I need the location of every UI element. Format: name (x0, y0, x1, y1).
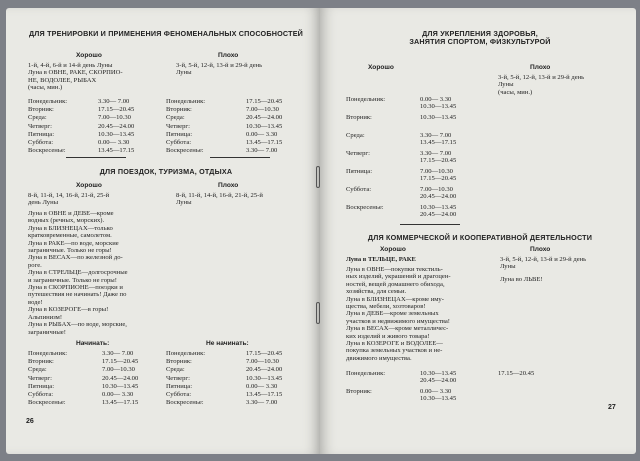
travel-good-text: 8-й, 11-й, 14, 16-й, 21-й, 25-й день Луны (28, 192, 110, 207)
schedule-day: Суббота: (166, 391, 192, 398)
schedule-time: 3.30— 7.00 (246, 399, 278, 407)
health-heading: ДЛЯ УКРЕПЛЕНИЯ ЗДОРОВЬЯ, ЗАНЯТИЯ СПОРТОМ, ФИЗКУЛЬТУРОЙ (409, 29, 551, 47)
travel-heading: ДЛЯ ПОЕЗДОК, ТУРИЗМА, ОТДЫХА (99, 167, 233, 176)
staple-bottom (316, 302, 320, 324)
schedule-time: 3.30— 7.00 17.15—20.45 (420, 150, 457, 165)
commerce-good-text: Луна в ТЕЛЬЦЕ, РАКЕ (346, 256, 416, 263)
travel-bad-text: 8-й, 11-й, 14-й, 16-й, 21-й, 25-й Луны (176, 192, 263, 207)
schedule-time: 7.00—10.30 (246, 358, 279, 366)
schedule-time: 7.00—10.30 (246, 106, 279, 114)
schedule-day: Воскресенье: (166, 399, 204, 407)
schedule-time: 13.45—17.15 (98, 147, 135, 155)
schedule-time: 0.00— 3.30 (102, 391, 134, 398)
schedule-time-bad: 17.15—20.45 (498, 370, 535, 377)
travel-bad-label: Плохо (218, 182, 239, 189)
schedule-time: 7.00—10.30 (98, 114, 131, 122)
divider (210, 157, 270, 158)
schedule-day: Пятница: (28, 130, 55, 138)
schedule-day: Воскресенье: (28, 399, 66, 407)
schedule-time: 17.15—20.45 (98, 106, 135, 114)
schedule-time: 3.30— 7.00 (98, 98, 130, 105)
training-bad-label: Плохо (218, 52, 239, 59)
schedule-day: Четверг: (28, 374, 52, 382)
health-good-label: Хорошо (368, 64, 394, 71)
schedule-time: 0.00— 3.30 (246, 382, 278, 390)
schedule-day: Понедельник: (346, 96, 386, 103)
travel-good-label: Хорошо (76, 182, 102, 189)
schedule-day: Четверг: (166, 122, 190, 130)
schedule-day: Понедельник: (28, 350, 68, 357)
schedule-time: 13.45—17.15 (246, 139, 283, 146)
schedule-time: 10.30—13.45 (98, 130, 135, 138)
travel-details: Луна в ОВНЕ и ДЕВЕ—кроме водных (речных, морских). Луна в БЛИЗНЕЦАХ—только кратковременные, самолетом. Луна в РАКЕ—по воде, морские заграничные. Только не горы! Луна в ВЕСАХ—по железной до- роге. Луна в СТРЕЛЬЦЕ—долгосрочные и заграничные. Только не горы! Луна в СКОРПИОНЕ—поездки и путешествия не начинать! Даже по воде! Луна в КОЗЕРОГЕ—в горы! Альпинизм! Луна в РЫБАХ—по воде, морские, заграничные! (28, 210, 128, 336)
schedule-time: 13.45—17.15 (246, 391, 283, 398)
page-number-left: 26 (26, 418, 34, 425)
schedule-day: Среда: (346, 132, 365, 139)
schedule-time: 17.15—20.45 (246, 350, 283, 357)
schedule-day: Четверг: (346, 150, 370, 157)
schedule-time: 20.45—24.00 (102, 374, 139, 382)
schedule-time: 3.30— 7.00 (102, 350, 134, 357)
commerce-bad-text: 3-й, 5-й, 12-й, 13-й и 29-й день Луны (500, 256, 587, 271)
training-bad-text: 3-й, 5-й, 12-й, 13-й и 29-й день Луны (176, 62, 263, 77)
schedule-day: Вторник: (166, 106, 192, 114)
schedule-time: 17.15—20.45 (102, 358, 139, 366)
schedule-day: Пятница: (346, 168, 373, 175)
schedule-day: Понедельник: (346, 370, 386, 377)
schedule-time: 7.00—10.30 20.45—24.00 (420, 186, 457, 201)
commerce-bad-text-2: Луна во ЛЬВЕ! (500, 276, 543, 283)
schedule-day: Среда: (28, 366, 47, 374)
schedule-time: 0.00— 3.30 (246, 130, 278, 138)
schedule-day: Суббота: (166, 139, 192, 146)
schedule-day: Среда: (166, 114, 185, 122)
travel-nostart-label: Не начинать: (206, 340, 249, 347)
schedule-time: 20.45—24.00 (246, 114, 283, 122)
schedule-time: 20.45—24.00 (98, 122, 135, 130)
commerce-details: Луна в ОВНЕ—покупки текстиль- ных изделий, украшений и драгоцен- ностей, вещей домашнего обихода, хозяйства, для семьи. Луна в БЛИЗНЕЦАХ—кроме иму- щества, мебели, хозтоваров! Луна в ДЕВЕ—кроме земельных участков и недвижимого имущества! Луна в ВЕСАХ—кроме металличес- ких изделий и живого товара! Луна в КОЗЕРОГЕ и ВОДОЛЕЕ— покупка земельных участков и не- движимого имущества. (346, 266, 451, 362)
commerce-bad-label: Плохо (530, 246, 551, 253)
training-heading: ДЛЯ ТРЕНИРОВКИ И ПРИМЕНЕНИЯ ФЕНОМЕНАЛЬНЫХ СПОСОБНОСТЕЙ (28, 29, 304, 38)
health-bad-label: Плохо (530, 64, 551, 71)
schedule-day: Пятница: (28, 382, 55, 390)
schedule-day: Среда: (28, 114, 47, 122)
divider (400, 224, 460, 225)
schedule-time: 10.30—13.45 20.45—24.00 (420, 204, 457, 219)
schedule-day: Вторник: (28, 106, 54, 114)
schedule-time: 3.30— 7.00 (246, 147, 278, 155)
schedule-time: 17.15—20.45 (246, 98, 283, 105)
schedule-day: Вторник: (346, 114, 372, 121)
left-page (6, 8, 320, 454)
schedule-day: Четверг: (28, 122, 52, 130)
schedule-day: Четверг: (166, 374, 190, 382)
schedule-time: 0.00— 3.30 (98, 139, 130, 146)
schedule-day: Суббота: (28, 139, 54, 146)
schedule-day: Пятница: (166, 382, 193, 390)
schedule-time: 0.00— 3.30 10.30—13.45 (420, 96, 457, 111)
schedule-day: Суббота: (28, 391, 54, 398)
schedule-day: Воскресенье: (28, 147, 66, 155)
health-bad-text: 3-й, 5-й, 12-й, 13-й и 29-й день Луны (часы, мин.) (498, 74, 585, 96)
schedule-day: Воскресенье: (166, 147, 204, 155)
schedule-time: 13.45—17.15 (102, 399, 139, 407)
schedule-time: 20.45—24.00 (246, 366, 283, 374)
schedule-day: Понедельник: (166, 98, 206, 105)
travel-start-label: Начинать: (76, 340, 110, 347)
commerce-good-label: Хорошо (380, 246, 406, 253)
schedule-time: 10.30—13.45 (102, 382, 139, 390)
schedule-day: Понедельник: (166, 350, 206, 357)
schedule-day: Воскресенье: (346, 204, 384, 211)
schedule-day: Пятница: (166, 130, 193, 138)
schedule-time: 10.30—13.45 (420, 114, 457, 121)
page-number-right: 27 (608, 404, 616, 411)
schedule-time: 10.30—13.45 (246, 122, 283, 130)
schedule-day: Понедельник: (28, 98, 68, 105)
schedule-time: 0.00— 3.30 10.30—13.45 (420, 388, 457, 403)
schedule-day: Вторник: (166, 358, 192, 366)
right-page (320, 8, 636, 454)
schedule-day: Среда: (166, 366, 185, 374)
schedule-time: 10.30—13.45 20.45—24.00 (420, 370, 457, 385)
schedule-day: Суббота: (346, 186, 372, 193)
schedule-day: Вторник: (346, 388, 372, 395)
commerce-heading: ДЛЯ КОММЕРЧЕСКОЙ И КООПЕРАТИВНОЙ ДЕЯТЕЛЬНОСТИ (367, 233, 593, 242)
training-good-text: 1-й, 4-й, 6-й и 14-й день Луны Луна в ОВНЕ, РАКЕ, СКОРПИО- НЕ, ВОДОЛЕЕ, РЫБАХ (часы, мин.) (28, 62, 123, 92)
staple-top (316, 166, 320, 188)
schedule-time: 7.00—10.30 17.15—20.45 (420, 168, 457, 183)
schedule-time: 3.30— 7.00 13.45—17.15 (420, 132, 457, 147)
schedule-time: 10.30—13.45 (246, 374, 283, 382)
schedule-time: 7.00—10.30 (102, 366, 135, 374)
schedule-day: Вторник: (28, 358, 54, 366)
divider (66, 157, 126, 158)
training-good-label: Хорошо (76, 52, 102, 59)
